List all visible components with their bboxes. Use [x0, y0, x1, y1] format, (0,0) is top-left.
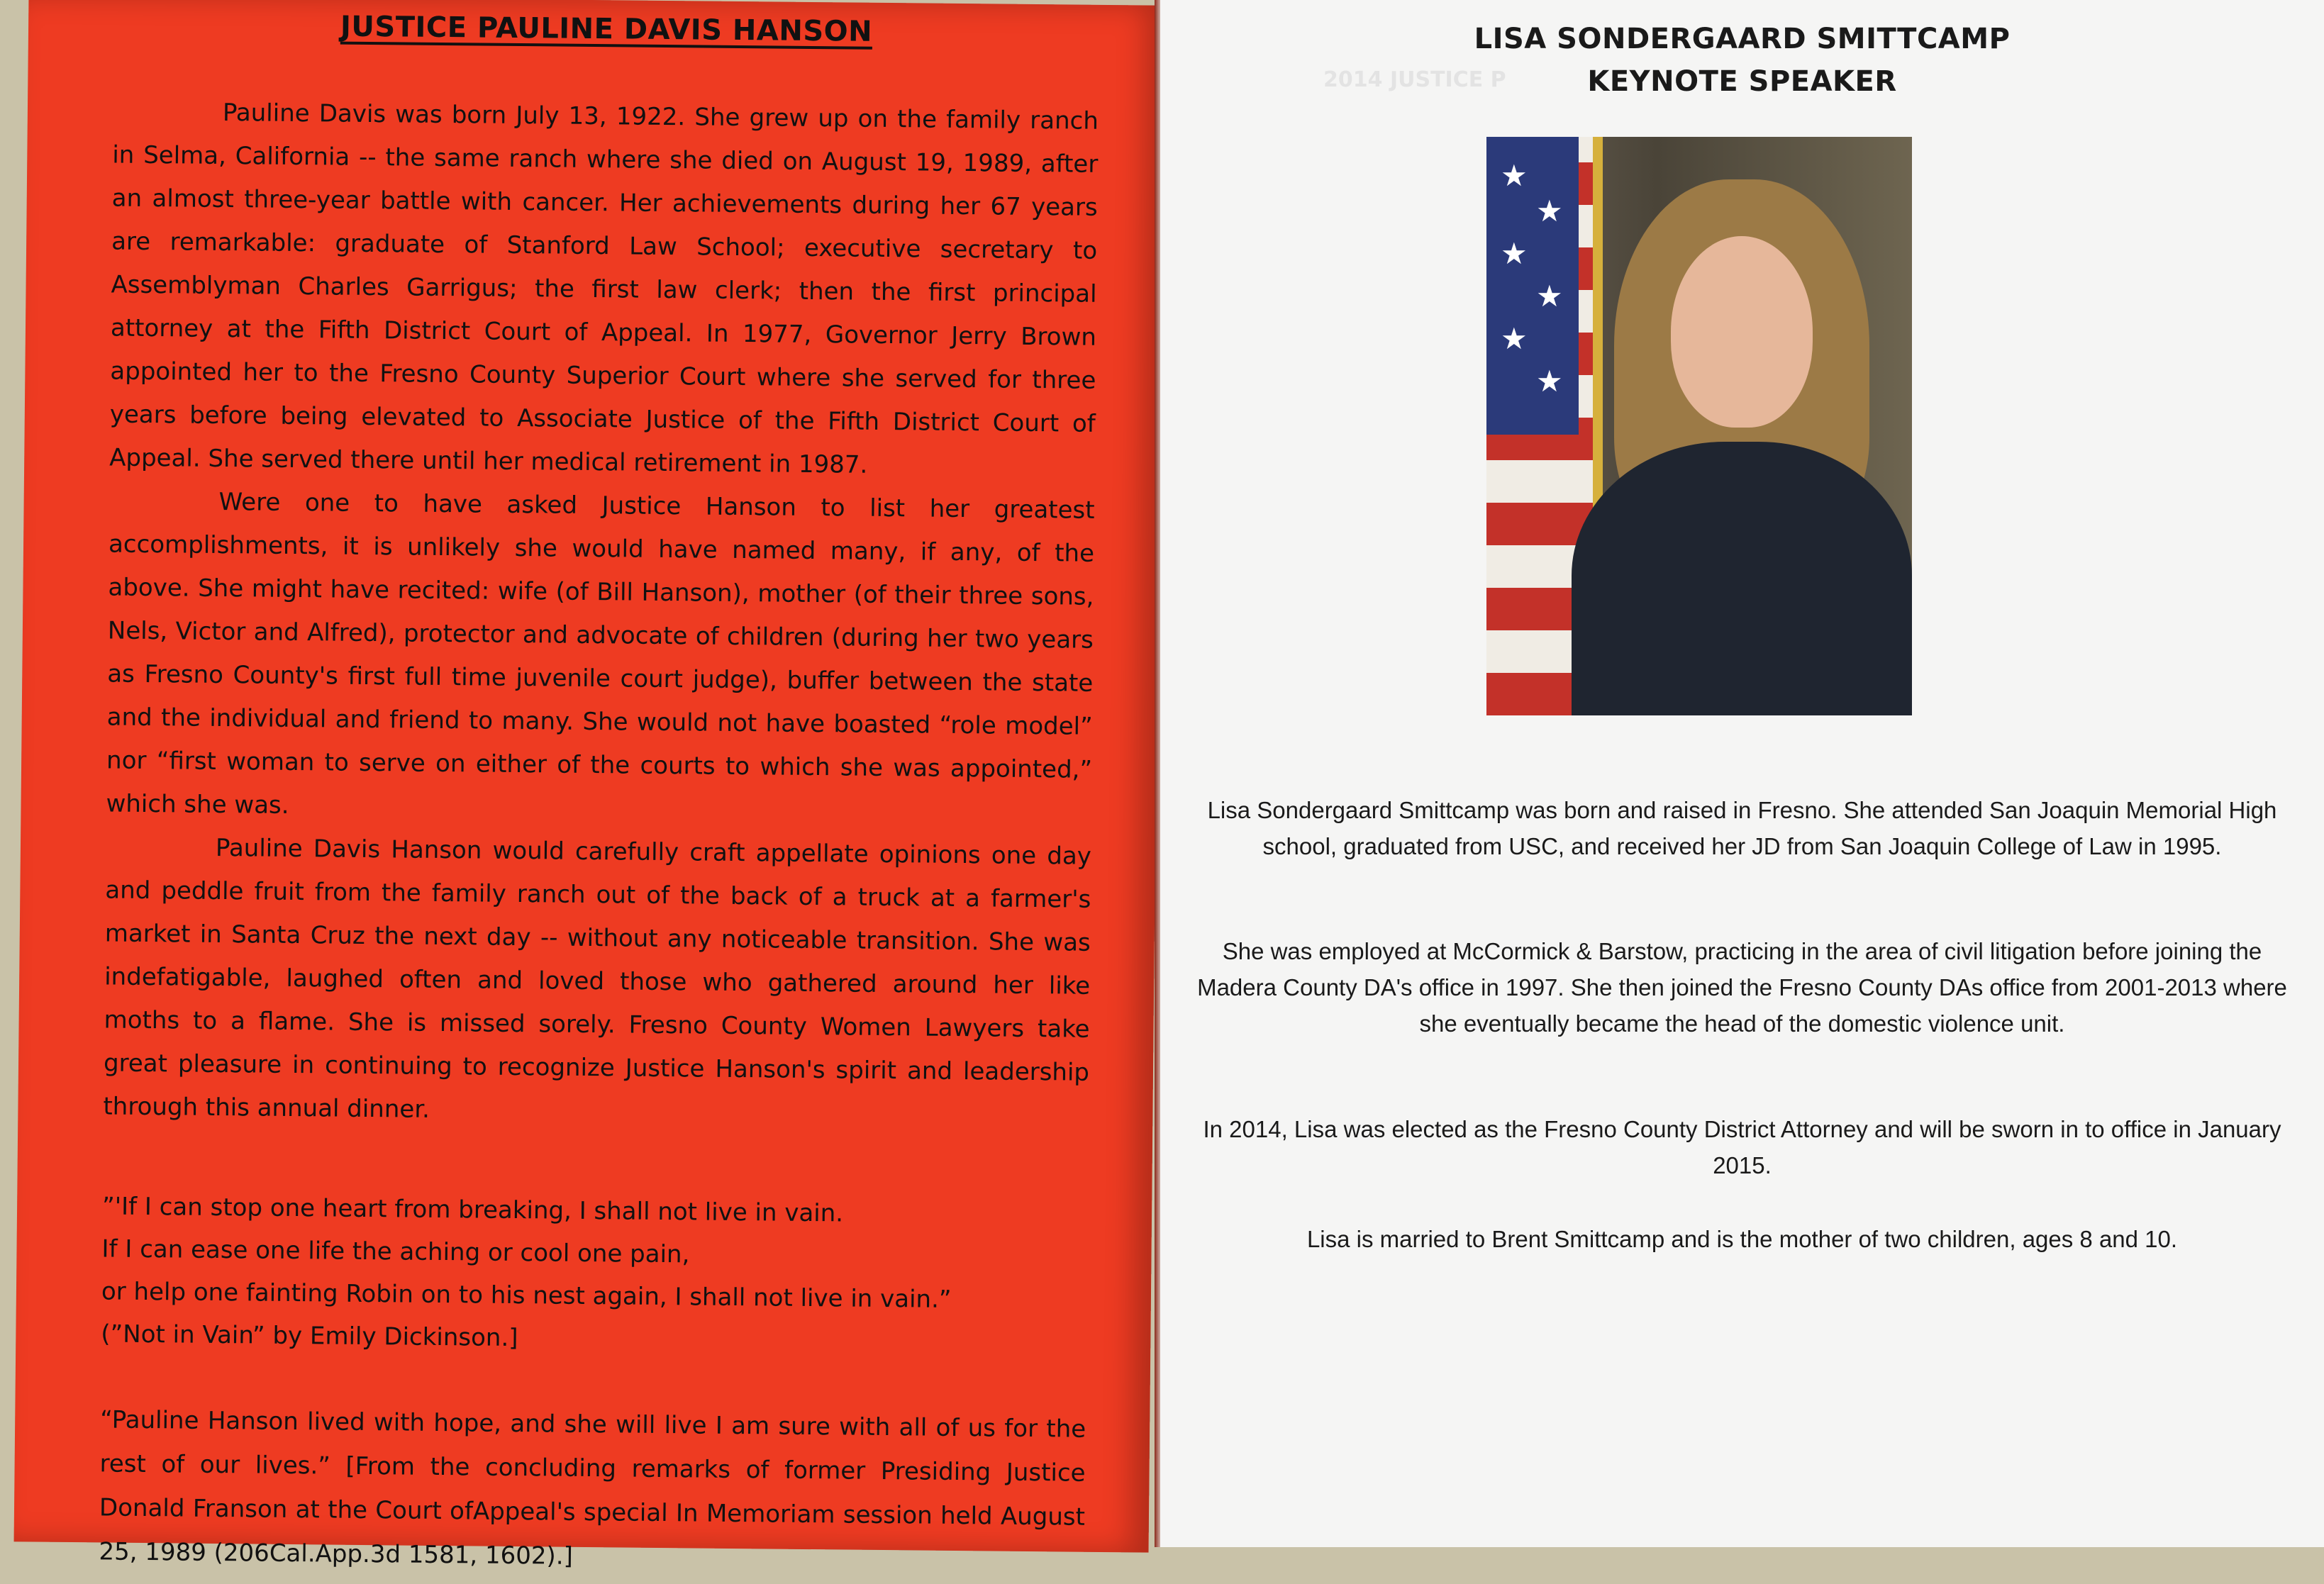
- closing-quote: “Pauline Hanson lived with hope, and she will live I am sure with all of us for the rest of our lives.” [From the concluding remarks of former Presiding Justice Donald Franson at the Court ofAppeal's special In Memoriam session held August 25, 1989 (206Cal.App.3d 1581, 1602).]: [99, 1405, 1086, 1571]
- right-page-keynote-speaker: [1160, 0, 2324, 1547]
- biography-paragraph-2: Were one to have asked Justice Hanson to list her greatest accomplishments, it is unlikely she would have named many, if any, of the above. She might have recited: wife (of Bill Hanson), mother (of their three sons, Nels, Victor and Alfred), protector and advocate of children (during her two years as Fresno County's first full time juvenile court judge), buffer between the state and the individual and friend to many. She would not have boasted “role model” nor “first woman to serve on either of the courts to which she was appointed,” which she was.: [106, 487, 1095, 820]
- biography-paragraph-3: Pauline Davis Hanson would carefully craft appellate opinions one day and peddle fruit from the family ranch out of the back of a truck at a farmer's market in Santa Cruz the next day -- without any noticeable transition. She was indefatigable, laughed often and loved those who gathered around her like moths to a flame. She is missed sorely. Fresno County Women Lawyers take great pleasure in continuing to recognize Justice Hanson's spirit and leadership through this annual dinner.: [103, 833, 1092, 1124]
- portrait-face: [1671, 236, 1813, 428]
- poem-line: If I can ease one life the aching or cool one pain,: [101, 1234, 690, 1269]
- speaker-portrait-photo: [1486, 137, 1912, 715]
- speaker-role: KEYNOTE SPEAKER: [1587, 65, 1897, 98]
- bleed-through-text: 2014 JUSTICE P: [1323, 67, 1506, 92]
- poem-attribution: (”Not in Vain” by Emily Dickinson.]: [101, 1320, 518, 1353]
- left-page-title: JUSTICE PAULINE DAVIS HANSON: [340, 10, 873, 48]
- poem-line: or help one fainting Robin on to his nest again, I shall not live in vain.”: [101, 1277, 952, 1314]
- speaker-bio-paragraph-1: Lisa Sondergaard Smittcamp was born and raised in Fresno. She attended San Joaquin Memorial High school, graduated from USC, and received her JD from San Joaquin College of Law in 1995.: [1207, 797, 2277, 859]
- speaker-name: LISA SONDERGAARD SMITTCAMP: [1474, 23, 2011, 55]
- biography-paragraph-1: Pauline Davis was born July 13, 1922. She grew up on the family ranch in Selma, California -- the same ranch where she died on August 19, 1989, after an almost three-year battle with cancer. Her achievements during her 67 years are remarkable: graduate of Stanford Law School; executive secretary to Assemblyman Charles Garrigus; the first law clerk; then the first principal attorney at the Fifth District Court of Appeal. In 1977, Governor Jerry Brown appointed her to the Fresno County Superior Court where she served for three years before being elevated to Associate Justice of the Fifth District Court of Appeal. She served there until her medical retirement in 1987.: [109, 99, 1099, 479]
- portrait-clothing: [1572, 442, 1912, 715]
- dickinson-poem: [101, 1185, 1088, 1364]
- speaker-bio-paragraph-4: Lisa is married to Brent Smittcamp and is the mother of two children, ages 8 and 10.: [1306, 1226, 2178, 1252]
- flag-canton: ★ ★ ★ ★ ★ ★: [1486, 137, 1579, 435]
- poem-line: ”'If I can stop one heart from breaking, I shall not live in vain.: [101, 1192, 844, 1228]
- speaker-bio-paragraph-2: She was employed at McCormick & Barstow, practicing in the area of civil litigation before joining the Madera County DA's office in 1997. She then joined the Fresno County DAs office from 2001-2013 where she eventually became the head of the domestic violence unit.: [1197, 938, 2287, 1037]
- left-page-pauline-davis-hanson: [14, 0, 1164, 1571]
- speaker-bio-paragraph-3: In 2014, Lisa was elected as the Fresno County District Attorney and will be sworn in to office in January 2015.: [1203, 1116, 2281, 1178]
